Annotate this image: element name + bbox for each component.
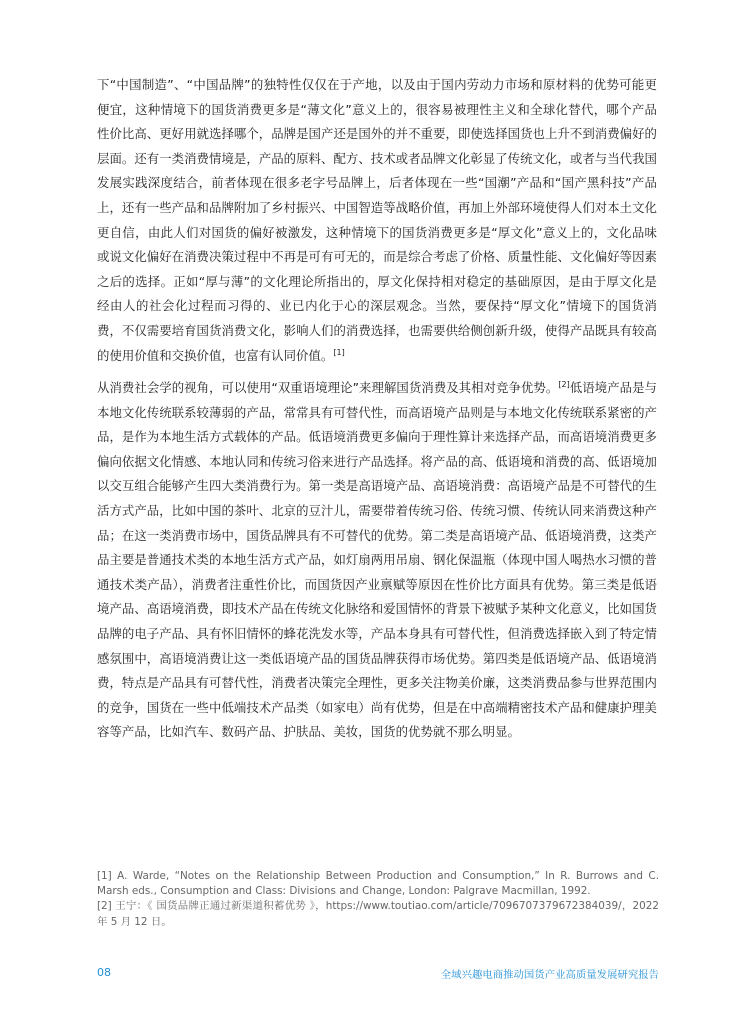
paragraph-2-text-before-ref: 从消费社会学的视角，可以使用“双重语境理论”来理解国货消费及其相对竞争优势。 <box>97 380 559 395</box>
running-title: 全域兴趣电商推动国货产业高质量发展研究报告 <box>440 969 659 981</box>
footnote-1: [1] A. Warde, “Notes on the Relationship Between Production and Consumption,” In R. Burrows and C. Marsh eds., Consumption and Class: Divisions and Change, London: Palgrave Macmillan, 1992. <box>97 870 659 898</box>
paragraph-1-text: 下“中国制造”、“中国品牌”的独特性仅仅在于产地，以及由于国内劳动力市场和原材料的优势可能更便宜，这种情境下的国货消费更多是“薄文化”意义上的，很容易被理性主义和全球化替代，哪个产品性价比高、更好用就选择哪个，品牌是国产还是国外的并不重要，即使选择国货也上升不到消费偏好的层面。还有一类消费情境是，产品的原料、配方、技术或者品牌文化彰显了传统文化，或者与当代我国发展实践深度结合，前者体现在很多老字号品牌上，后者体现在一些“国潮”产品和“国产黑科技”产品上，还有一些产品和品牌附加了乡村振兴、中国智造等战略价值，再加上外部环境使得人们对本土文化更自信，由此人们对国货的偏好被激发，这种情境下的国货消费更多是“厚文化”意义上的，文化品味或说文化偏好在消费决策过程中不再是可有可无的，而是综合考虑了价格、质量性能、文化偏好等因素之后的选择。正如“厚与薄”的文化理论所指出的，厚文化保持相对稳定的基础原因，是由于厚文化是经由人的社会化过程而习得的、业已内化于心的深层观念。当然，要保持“厚文化”情境下的国货消费，不仅需要培育国货消费文化，影响人们的消费选择，也需要供给侧创新升级，使得产品既具有较高的使用价值和交换价值，也富有认同价值。 <box>97 77 657 363</box>
body-paragraph-1 <box>97 73 657 368</box>
page-number: 08 <box>97 966 111 979</box>
footnote-ref-1[interactable]: [1] <box>333 347 345 357</box>
footnote-ref-2[interactable]: [2] <box>558 379 570 389</box>
footnote-2: [2] 王宁：《 国货品牌正通过新渠道积蓄优势 》，https://www.toutiao.com/article/7096707379672384039/，2022 年 5 月 12 日。 <box>97 900 659 928</box>
paragraph-2-text-after-ref: 低语境产品是与本地文化传统联系较薄弱的产品，常常具有可替代性，而高语境产品则是与本地文化传统联系紧密的产品，是作为本地生活方式载体的产品。低语境消费更多偏向于理性算计来选择产品，而高语境消费更多偏向依据文化情感、本地认同和传统习俗来进行产品选择。将产品的高、低语境和消费的高、低语境加以交互组合能够产生四大类消费行为。第一类是高语境产品、高语境消费：高语境产品是不可替代的生活方式产品，比如中国的茶叶、北京的豆汁儿，需要带着传统习俗、传统习惯、传统认同来消费这种产品；在这一类消费市场中，国货品牌具有不可替代的优势。第二类是高语境产品、低语境消费，这类产品主要是普通技术类的本地生活方式产品，如灯扇两用吊扇、钢化保温瓶（体现中国人喝热水习惯的普通技术类产品），消费者注重性价比，而国货因产业禀赋等原因在性价比方面具有优势。第三类是低语境产品、高语境消费，即技术产品在传统文化脉络和爱国情怀的背景下被赋予某种文化意义，比如国货品牌的电子产品、具有怀旧情怀的蜂花洗发水等，产品本身具有可替代性，但消费选择嵌入到了特定情感氛围中，高语境消费让这一类低语境产品的国货品牌获得市场优势。第四类是低语境产品、低语境消费，特点是产品具有可替代性，消费者决策完全理性，更多关注物美价廉，这类消费品参与世界范围内的竞争，国货在一些中低端技术产品类（如家电）尚有优势，但是在中高端精密技术产品和健康护理美容等产品，比如汽车、数码产品、护肤品、美妆，国货的优势就不那么明显。 <box>97 380 657 740</box>
body-paragraph-2 <box>97 376 657 745</box>
footnotes-section <box>97 869 659 930</box>
